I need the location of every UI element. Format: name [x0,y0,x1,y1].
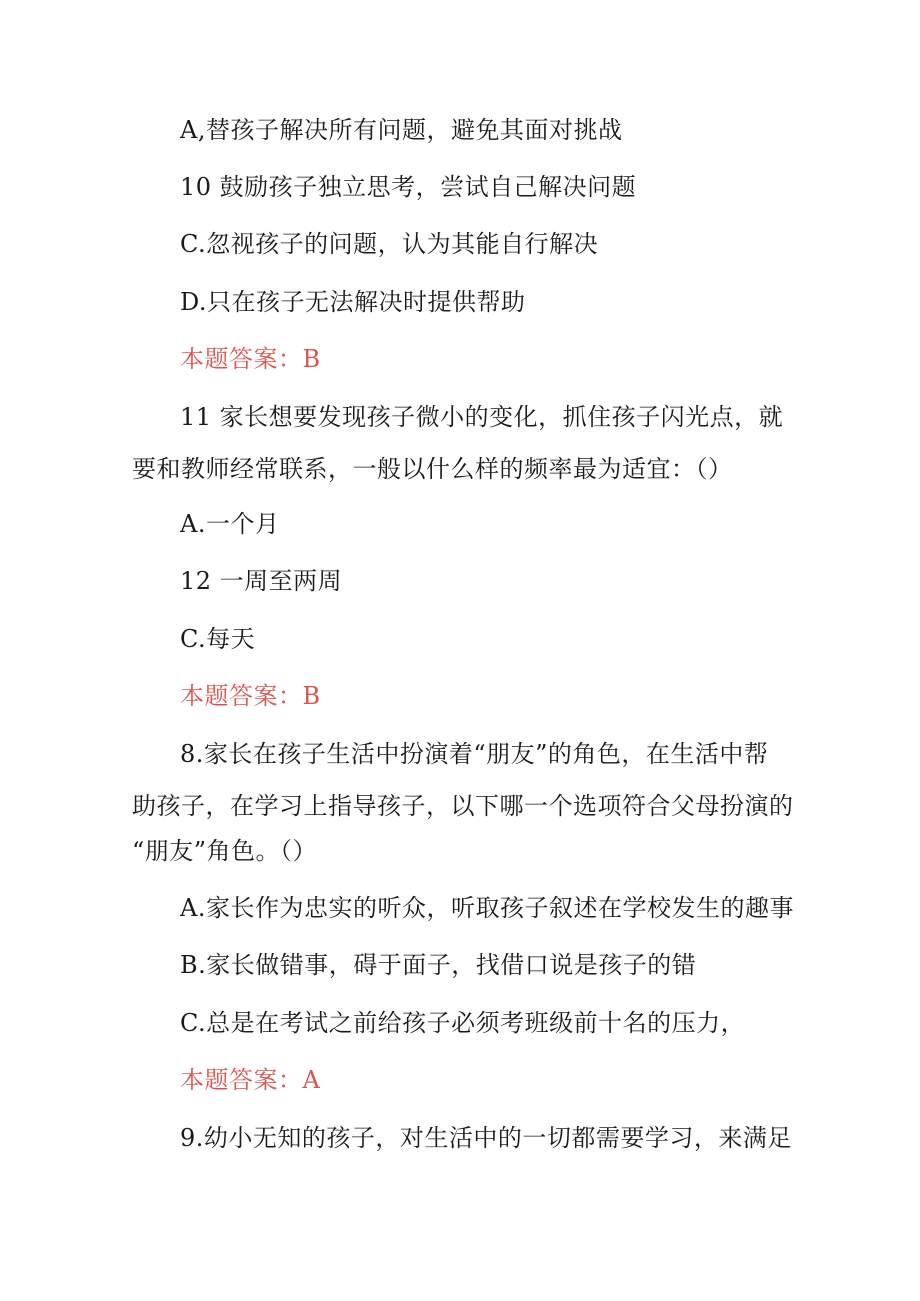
option-a-line: A,替孩子解决所有问题，避免其面对挑战 [180,116,623,144]
option-b-line: 10 鼓励孩子独立思考，尝试自己解决问题 [180,173,637,201]
question-11-line: 11 家长想要发现孩子微小的变化，抓住孩子闪光点，就 [180,403,784,431]
option-c-line: C.总是在考试之前给孩子必须考班级前十名的压力， [180,1009,746,1037]
option-c-line: C.忽视孩子的问题，认为其能自行解决 [180,230,599,258]
option-a-line: A.一个月 [180,510,280,538]
option-b-line: B.家长做错事，碍于面子，找借口说是孩子的错 [180,951,697,979]
option-b-line: 12 一周至两周 [180,567,343,595]
question-8-continuation: “朋友”角色。（） [132,837,318,865]
question-9-line: 9.幼小无知的孩子，对生活中的一切都需要学习，来满足 [180,1124,792,1152]
question-11-continuation: 要和教师经常联系，一般以什么样的频率最为适宜：（） [132,455,733,483]
answer-line: 本题答案：A [180,1066,321,1094]
option-a-line: A.家长作为忠实的听众，听取孩子叙述在学校发生的趣事 [180,894,794,922]
answer-line: 本题答案：B [180,345,321,373]
question-8-continuation: 助孩子，在学习上指导孩子，以下哪一个选项符合父母扮演的 [132,792,794,820]
answer-line: 本题答案：B [180,682,321,710]
option-c-line: C.每天 [180,625,256,653]
question-8-line: 8.家长在孩子生活中扮演着“朋友”的角色，在生活中帮 [180,740,769,768]
option-d-line: D.只在孩子无法解决时提供帮助 [180,288,526,316]
